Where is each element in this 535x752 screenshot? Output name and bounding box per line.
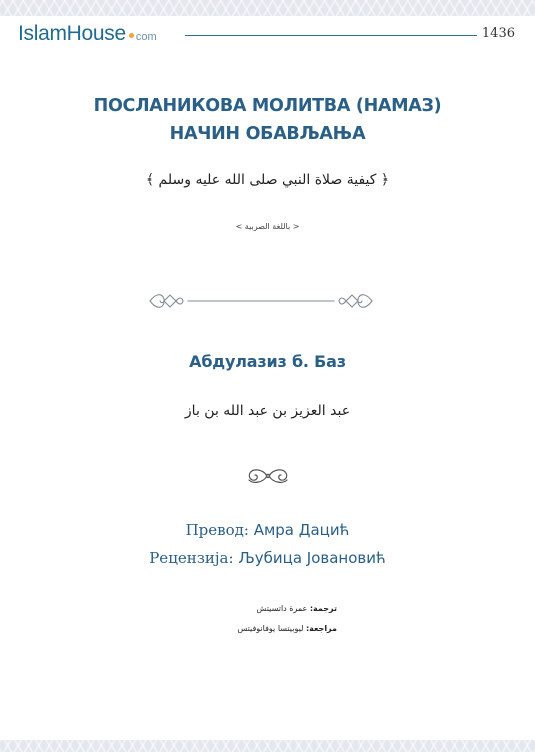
title-line-1: ПОСЛАНИКОВА МОЛИТВА (НАМАЗ) — [93, 96, 442, 116]
floral-ornament-icon — [245, 465, 291, 487]
arabic-review-value: ليوبيتسا يوفانوفيتس — [237, 624, 304, 633]
year: 1436 — [481, 26, 515, 41]
brand-dot-icon — [129, 33, 134, 38]
review-credit — [0, 549, 535, 567]
scroll-divider-icon — [148, 289, 374, 313]
arabic-translation-label: ترجمة: — [309, 604, 337, 613]
brand-name: IslamHouse — [18, 22, 126, 45]
arabic-review-label: مراجعة: — [305, 624, 337, 633]
translation-credit — [0, 521, 535, 539]
translation-value: Амра Дацић — [253, 521, 350, 539]
arabic-title: ﴿ كيفية صلاة النبي صلى الله عليه وسلم ﴾ — [145, 172, 390, 188]
translation-label: Превод: — [185, 521, 249, 539]
arabic-translation-value: عمرة داتسيتش — [256, 604, 308, 613]
brand-suffix: com — [135, 31, 157, 43]
arabic-language-note: < باللغة الصربية > — [235, 222, 300, 231]
top-pattern-band — [0, 0, 535, 16]
author-name: Абдулазиз б. Баз — [189, 352, 346, 371]
arabic-translation-credit — [257, 604, 337, 613]
islamhouse-logo — [18, 22, 157, 49]
title-line-2: НАЧИН ОБАВЉАЊА — [169, 124, 366, 144]
header-rule — [185, 35, 477, 36]
review-label: Рецензија: — [149, 549, 234, 567]
review-value: Љубица Јовановић — [238, 549, 386, 567]
arabic-review-credit — [237, 624, 337, 633]
author-name-arabic: عبد العزيز بن عبد الله بن باز — [184, 403, 351, 419]
bottom-pattern-band — [0, 740, 535, 752]
